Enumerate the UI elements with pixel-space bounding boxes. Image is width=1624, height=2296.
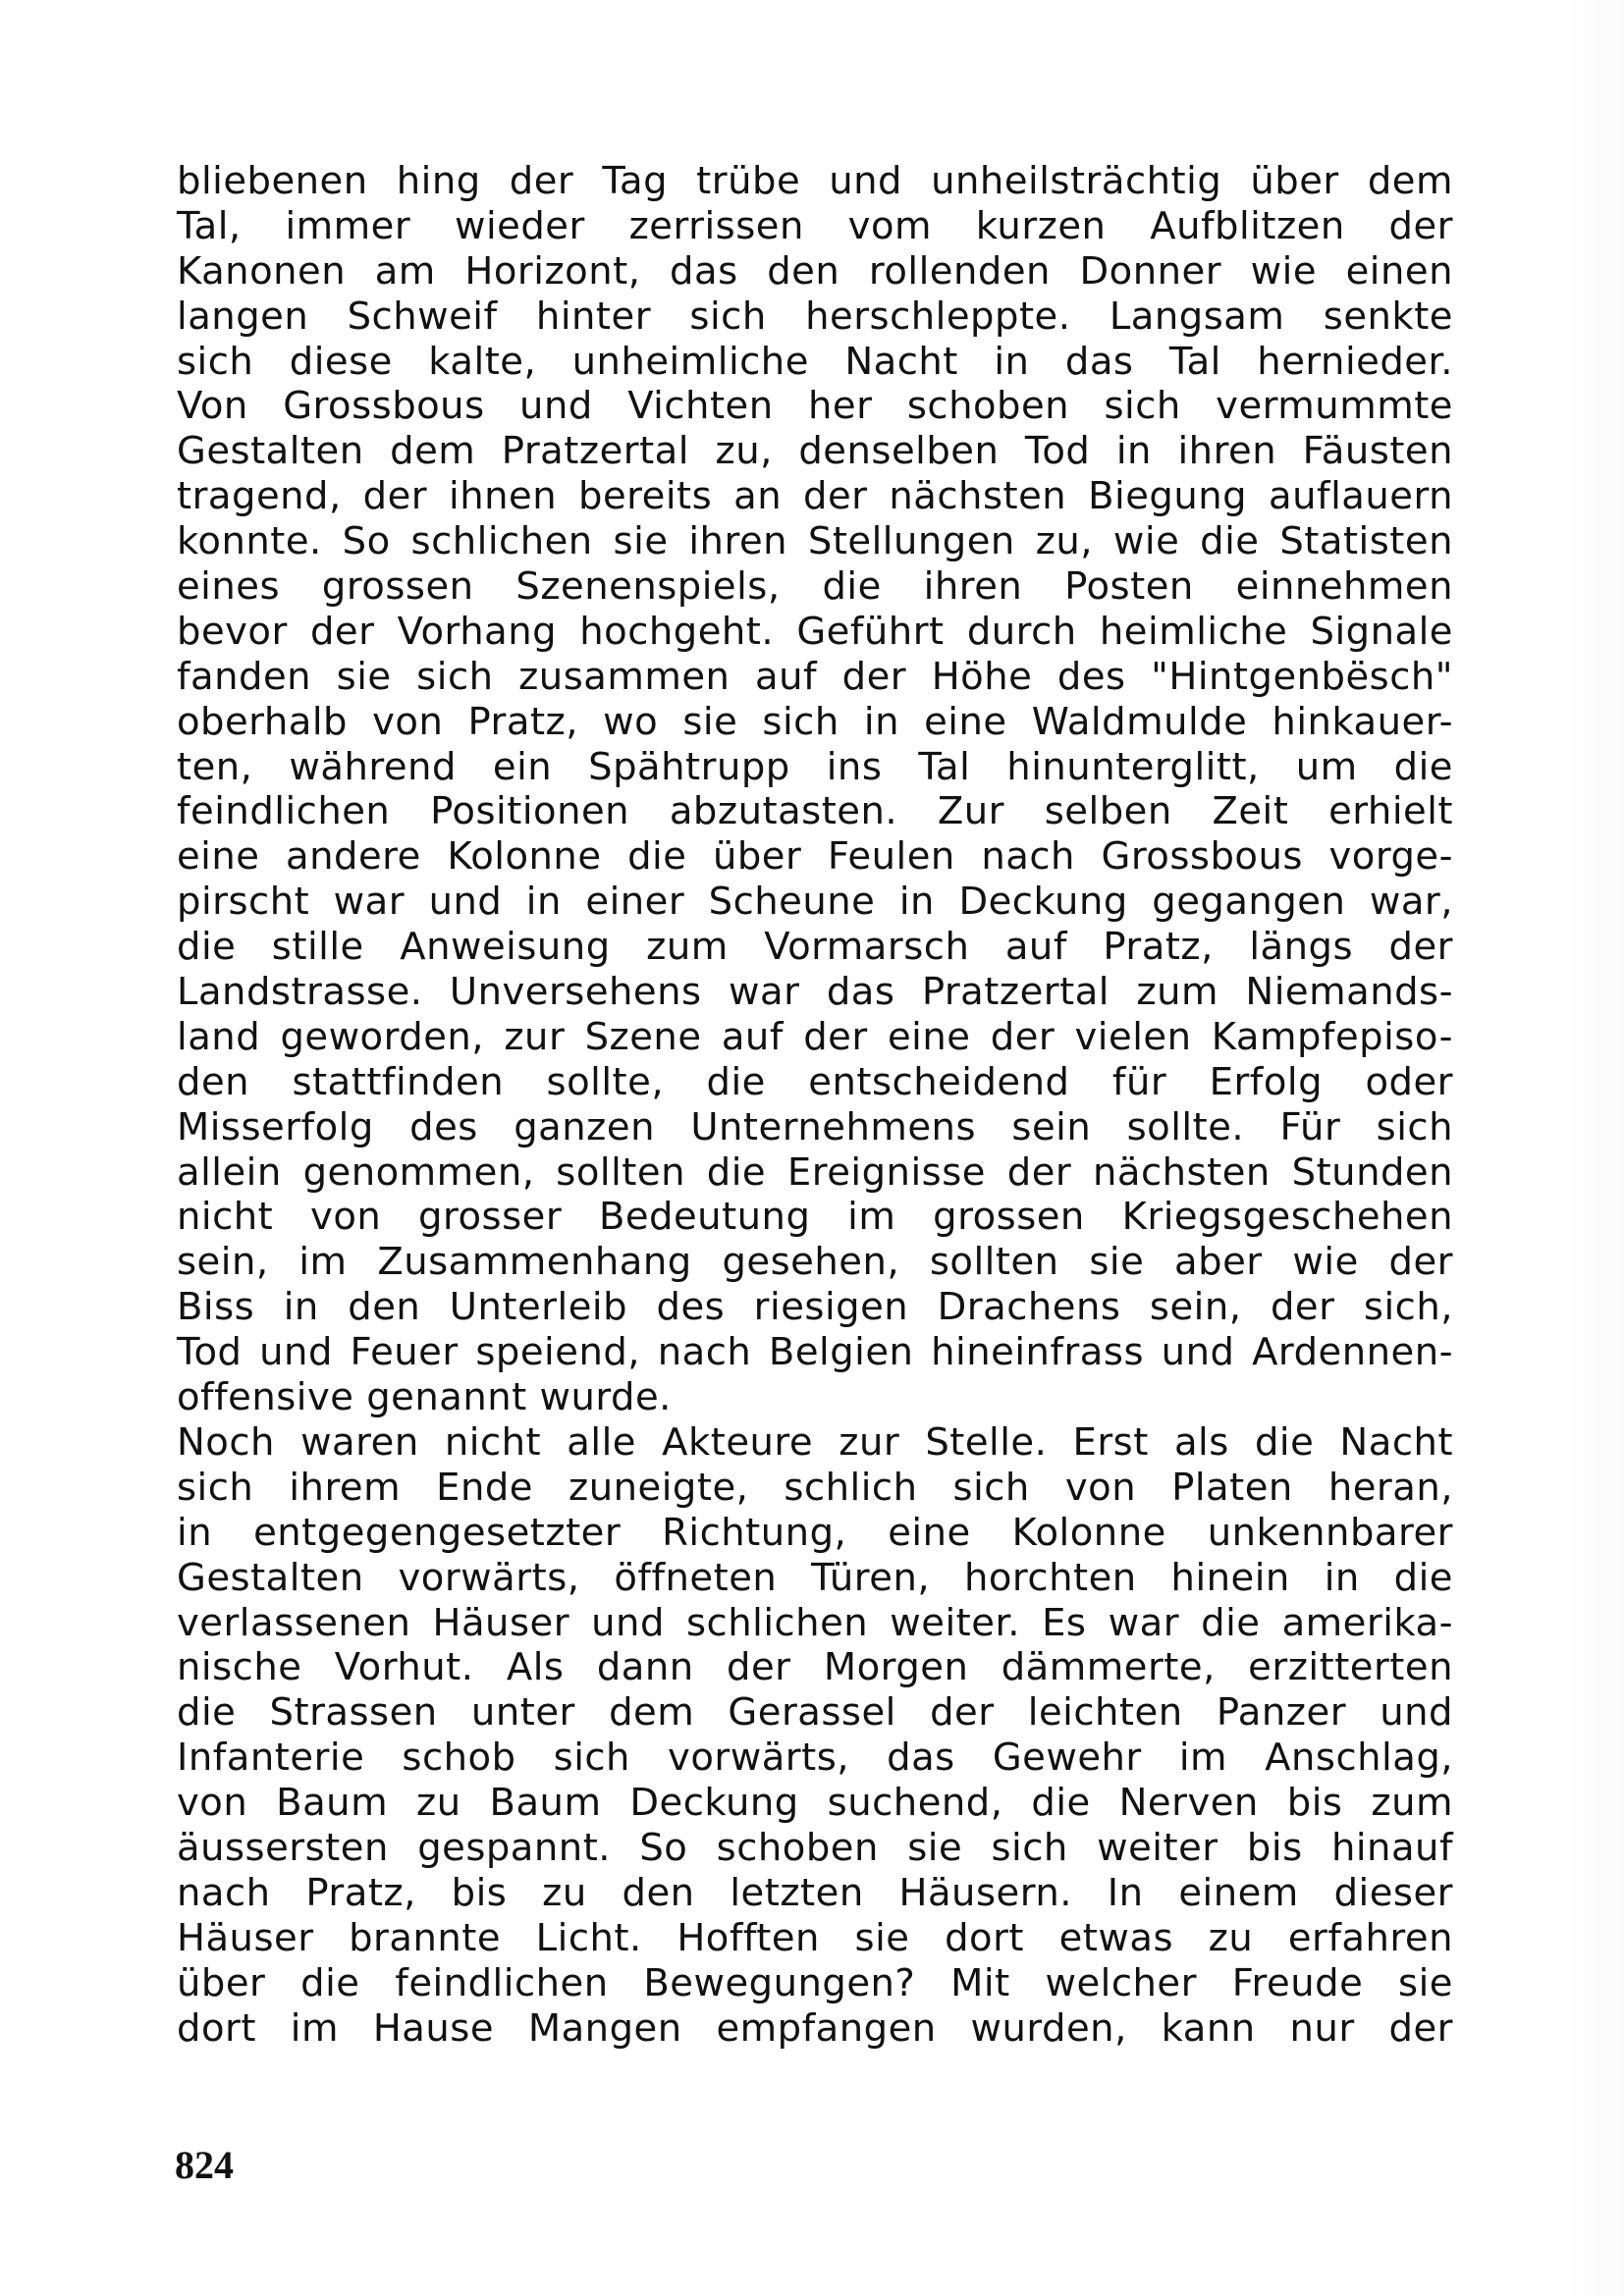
text-line: offensive genannt wurde. — [177, 1375, 672, 1420]
text-line: sich diese kalte, unheimliche Nacht in das Tal hernieder. — [177, 339, 1453, 384]
text-line: Häuser brannte Licht. Hofften sie dort etwas zu erfahren — [177, 1915, 1453, 1960]
text-line: fanden sie sich zusammen auf der Höhe des "Hintgenbësch" — [177, 654, 1453, 699]
text-line: eines grossen Szenenspiels, die ihren Posten einnehmen — [177, 564, 1453, 610]
text-line: bliebenen hing der Tag trübe und unheilsträchtig über dem — [177, 159, 1453, 203]
text-line: nach Pratz, bis zu den letzten Häusern. In einem dieser — [177, 1870, 1453, 1915]
text-line: den stattfinden sollte, die entscheidend für Erfolg oder — [177, 1059, 1453, 1104]
text-line: pirscht war und in einer Scheune in Deckung gegangen war, — [177, 880, 1453, 925]
text-line: Misserfolg des ganzen Unternehmens sein sollte. Für sich — [177, 1104, 1453, 1149]
text-line: Tal, immer wieder zerrissen vom kurzen Aufblitzen der — [177, 203, 1453, 248]
text-line: Noch waren nicht alle Akteure zur Stelle. Erst als die Nacht — [177, 1419, 1453, 1465]
text-line: dort im Hause Mangen empfangen wurden, kann nur der — [177, 2005, 1453, 2051]
text-line: von Baum zu Baum Deckung suchend, die Nerven bis zum — [177, 1781, 1453, 1826]
text-line: Landstrasse. Unversehens war das Pratzertal zum Niemands- — [177, 970, 1453, 1015]
text-line: die stille Anweisung zum Vormarsch auf Pratz, längs der — [177, 925, 1453, 970]
text-line: Kanonen am Horizont, das den rollenden Donner wie einen — [177, 248, 1453, 294]
text-line: in entgegengesetzter Richtung, eine Kolonne unkennbarer — [177, 1510, 1453, 1555]
body-text — [177, 159, 1453, 2051]
text-line: bevor der Vorhang hochgeht. Geführt durch heimliche Signale — [177, 609, 1453, 654]
text-line: eine andere Kolonne die über Feulen nach Grossbous vorge- — [177, 834, 1453, 880]
text-line: Gestalten vorwärts, öffneten Türen, horchten hinein in die — [177, 1555, 1453, 1600]
page-edge — [1565, 0, 1624, 2296]
text-line: sein, im Zusammenhang gesehen, sollten sie aber wie der — [177, 1240, 1453, 1285]
text-line: äussersten gespannt. So schoben sie sich weiter bis hinauf — [177, 1825, 1453, 1870]
text-line: nische Vorhut. Als dann der Morgen dämmerte, erzitterten — [177, 1645, 1453, 1690]
text-line: Gestalten dem Pratzertal zu, denselben Tod in ihren Fäusten — [177, 429, 1453, 474]
text-line: verlassenen Häuser und schlichen weiter. Es war die amerika- — [177, 1600, 1453, 1645]
text-line: Infanterie schob sich vorwärts, das Gewehr im Anschlag, — [177, 1735, 1453, 1781]
text-line: Biss in den Unterleib des riesigen Drachens sein, der sich, — [177, 1285, 1453, 1330]
text-line: Von Grossbous und Vichten her schoben sich vermummte — [177, 384, 1453, 429]
text-line: konnte. So schlichen sie ihren Stellungen zu, wie die Statisten — [177, 519, 1453, 564]
text-line: langen Schweif hinter sich herschleppte. Langsam senkte — [177, 294, 1453, 339]
text-line: die Strassen unter dem Gerassel der leichten Panzer und — [177, 1690, 1453, 1735]
text-line: allein genommen, sollten die Ereignisse der nächsten Stunden — [177, 1149, 1453, 1195]
text-line: oberhalb von Pratz, wo sie sich in eine Waldmulde hinkauer- — [177, 699, 1453, 744]
text-line: land geworden, zur Szene auf der eine der vielen Kampfepiso- — [177, 1014, 1453, 1059]
page-number: 824 — [175, 2143, 234, 2187]
text-line: tragend, der ihnen bereits an der nächsten Biegung auflauern — [177, 474, 1453, 519]
text-line: feindlichen Positionen abzutasten. Zur selben Zeit erhielt — [177, 789, 1453, 834]
text-line: Tod und Feuer speiend, nach Belgien hineinfrass und Ardennen- — [177, 1330, 1453, 1375]
text-line: über die feindlichen Bewegungen? Mit welcher Freude sie — [177, 1960, 1453, 2005]
text-line: nicht von grosser Bedeutung im grossen Kriegsgeschehen — [177, 1195, 1453, 1240]
text-line: sich ihrem Ende zuneigte, schlich sich von Platen heran, — [177, 1465, 1453, 1510]
text-line: ten, während ein Spähtrupp ins Tal hinunterglitt, um die — [177, 744, 1453, 789]
